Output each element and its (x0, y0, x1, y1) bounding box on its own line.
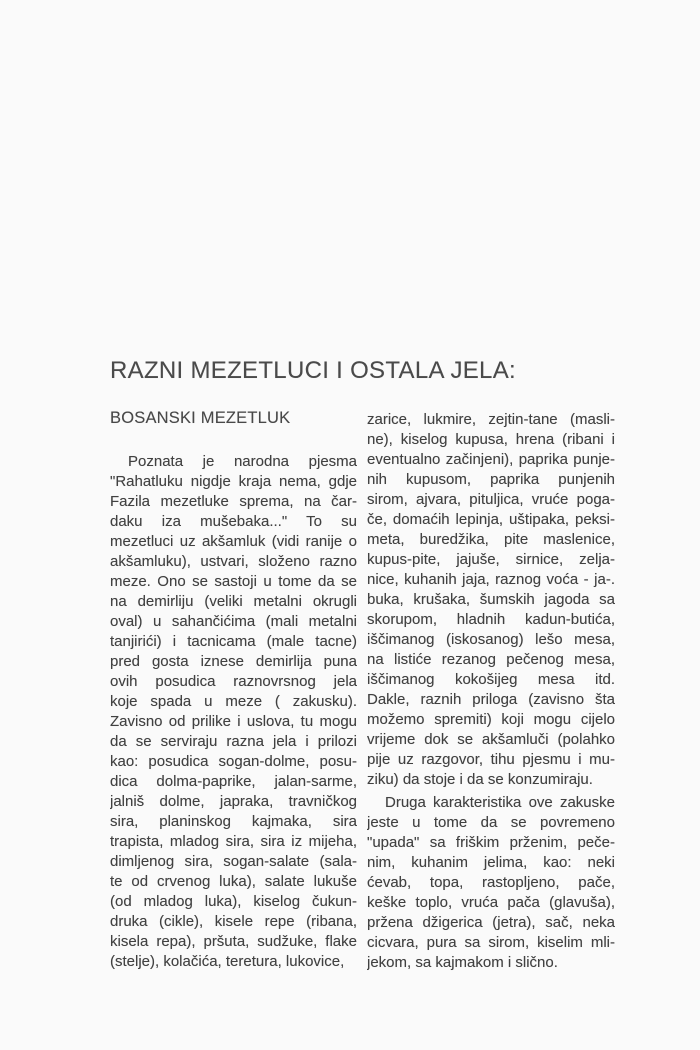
text-line: "upada" sa friškim prženim, peče- (367, 834, 615, 851)
text-line: te od crvenog luka), salate lukuše (110, 873, 357, 890)
text-line: Zavisno od prilike i uslova, tu mogu (110, 713, 357, 730)
text-line: nim, kuhanim jelima, kao: neki (367, 854, 615, 871)
text-line: "Rahatluku nigdje kraja nema, gdje (110, 473, 357, 490)
text-line: jalniš dolme, japraka, travničkog (110, 793, 357, 810)
text-line: iščimanog (iskosanog) lešo mesa, (367, 631, 615, 648)
text-line: ćevab, topa, rastopljeno, pače, (367, 874, 615, 891)
text-line: Druga karakteristika ove zakuske (385, 794, 615, 811)
text-line: pred gosta iznese demirlija puna (110, 653, 357, 670)
text-line: buka, krušaka, šumskih jagoda sa (367, 591, 615, 608)
text-line: pržena džigerica (jetra), sač, neka (367, 914, 615, 931)
text-line: (od mladog luka), kiselog čukun- (110, 893, 357, 910)
text-line: oval) u sahančićima (mali metalni (110, 613, 357, 630)
text-line: skorupom, hladnih kadun-butića, (367, 611, 615, 628)
text-line: sirom, ajvara, pituljica, vruće poga- (367, 491, 615, 508)
text-line: zarice, lukmire, zejtin-tane (masli- (367, 411, 615, 428)
text-line: jeste u tome da se povremeno (367, 814, 615, 831)
text-line: tanjirići) i tacnicama (male tacne) (110, 633, 357, 650)
text-line: (stelje), kolačića, teretura, lukovice, (110, 953, 345, 970)
text-line: na demirliju (veliki metalni okrugli (110, 593, 357, 610)
section-heading: BOSANSKI MEZETLUK (110, 409, 291, 427)
text-line: koje spada u meze ( zakusku). (110, 693, 357, 710)
text-line: dica dolma-paprike, jalan-sarme, (110, 773, 357, 790)
text-line: na listiće rezanog pečenog mesa, (367, 651, 615, 668)
text-line: kisela repa), pršuta, sudžuke, flake (110, 933, 357, 950)
text-line: Poznata je narodna pjesma (128, 453, 357, 470)
text-column-right (367, 410, 615, 975)
text-line: akšamluku), ustvari, složeno razno (110, 553, 357, 570)
text-line: vrijeme dok se akšamluči (polahko (367, 731, 615, 748)
text-line: ne), kiselog kupusa, hrena (ribani i (367, 431, 615, 448)
text-line: jekom, sa kajmakom i slično. (367, 954, 558, 971)
text-line: kao: posudica sogan-dolme, posu- (110, 753, 357, 770)
text-line: kupus-pite, jajuše, sirnice, zelja- (367, 551, 615, 568)
text-line: meta, buredžika, pite maslenice, (367, 531, 615, 548)
text-line: daku iza mušebaka..." To su (110, 513, 357, 530)
text-line: cicvara, pura sa sirom, kiselim mli- (367, 934, 615, 951)
text-line: trapista, mladog sira, sira iz mijeha, (110, 833, 357, 850)
text-line: ziku) da stoje i da se konzumiraju. (367, 771, 593, 788)
text-line: nice, kuhanih jaja, raznog voća - ja-. (367, 571, 615, 588)
text-line: ovih posudica raznovrsnog jela (110, 673, 357, 690)
text-line: če, domaćih lepinja, uštipaka, peksi- (367, 511, 615, 528)
text-line: sira, planinskog kajmaka, sira (110, 813, 357, 830)
text-line: možemo spremiti) koji mogu cijelo (367, 711, 615, 728)
text-line: pije uz razgovor, tihu pjesmu i mu- (367, 751, 615, 768)
text-line: dimljenog sira, sogan-salate (sala- (110, 853, 357, 870)
text-line: Dakle, raznih priloga (zavisno šta (367, 691, 615, 708)
page-title: RAZNI MEZETLUCI I OSTALA JELA: (110, 357, 516, 384)
text-line: iščimanog kokošijeg mesa itd. (367, 671, 615, 688)
text-line: mezetluci uz akšamluk (vidi ranije o (110, 533, 357, 550)
text-line: eventualno začinjeni), paprika punje- (367, 451, 615, 468)
text-line: da se serviraju razna jela i prilozi (110, 733, 357, 750)
text-line: keške toplo, vruća pača (glavuša), (367, 894, 615, 911)
text-line: nih kupusom, paprika punjenih (367, 471, 615, 488)
text-line: druka (cikle), kisele repe (ribana, (110, 913, 357, 930)
text-column-left (110, 452, 357, 977)
text-line: Fazila mezetluke sprema, na čar- (110, 493, 357, 510)
text-line: meze. Ono se sastoji u tome da se (110, 573, 357, 590)
